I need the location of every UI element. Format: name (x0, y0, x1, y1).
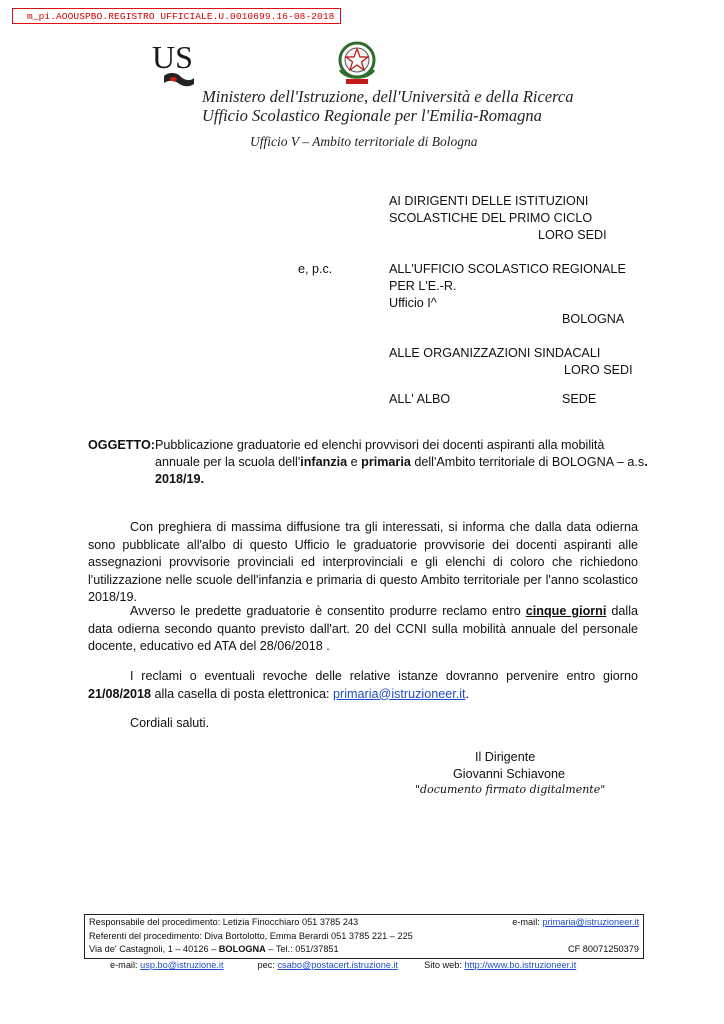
protocol-stamp: m_pi.AOOUSPBO.REGISTRO UFFICIALE.U.0010699.16-08-2018 (12, 8, 341, 24)
footer-box (84, 914, 644, 959)
body-paragraph-1: Con preghiera di massima diffusione tra gli interessati, si informa che dalla data odierna sono pubblicate all'albo di questo Ufficio le graduatorie provvisorie dei docenti aspiranti alle assegnazioni provvisorie provinciali ed interprovinciali e gli elenchi di coloro che richiedono l'utilizzazione nelle scuole dell'infanzia e primaria di questo Ambito territoriale per l'anno scolastico 2018/19. (88, 520, 638, 604)
body-paragraph-3: I reclami o eventuali revoche delle relative istanze dovranno pervenire entro giorno 21/08/2018 alla casella di posta elettronica: primaria@istruzioneer.it. (88, 669, 638, 701)
recipient-1-place: LORO SEDI (538, 228, 607, 242)
subject-line3: 2018/19. (155, 472, 205, 486)
recipient-1-line1: AI DIRIGENTI DELLE ISTITUZIONI (389, 194, 589, 208)
recipient-2-place: BOLOGNA (562, 312, 625, 326)
body-paragraph-2: Avverso le predette graduatorie è consentito produrre reclamo entro cinque giorni dalla data odierna secondo quanto previsto dall'art. 20 del CCNI sulla mobilità annuale del personale docente, educativo ed ATA del 28/06/2018 . (88, 604, 638, 653)
cc-label: e, p.c. (298, 262, 333, 276)
footer-web-link[interactable]: http://www.bo.istruzioneer.it (464, 960, 577, 970)
footer-contacts: e-mail: usp.bo@istruzione.it pec: csabo@postacert.istruzione.it Sito web: http://www.bo.istruzioneer.it (110, 960, 577, 970)
recipient-3-place: LORO SEDI (564, 363, 633, 377)
subject-line2: annuale per la scuola dell'infanzia e primaria dell'Ambito territoriale di BOLOGNA – a.s. (155, 455, 648, 469)
subject-text (155, 437, 648, 488)
closing: Cordiali saluti. (130, 716, 210, 730)
recipient-2-line3: Ufficio I^ (389, 296, 437, 310)
subject-line1: Pubblicazione graduatorie ed elenchi provvisori dei docenti aspiranti alla mobilità (155, 438, 605, 452)
recipient-1-line2: SCOLASTICHE DEL PRIMO CICLO (389, 211, 593, 225)
recipient-2-line1: ALL'UFFICIO SCOLASTICO REGIONALE (389, 262, 626, 276)
recipient-4-place: SEDE (562, 392, 597, 406)
footer-responsible-row: Responsabile del procedimento: Letizia Finocchiaro 051 3785 243 e-mail: primaria@istruzioneer.it (89, 917, 639, 927)
signature-name: Giovanni Schiavone (453, 767, 566, 781)
regional-office-name: Ufficio Scolastico Regionale per l'Emilia-Romagna (202, 106, 542, 125)
recipient-3-line1: ALLE ORGANIZZAZIONI SINDACALI (389, 346, 601, 360)
footer-email-link[interactable]: usp.bo@istruzione.it (140, 960, 224, 970)
italian-republic-emblem-icon (334, 36, 380, 88)
signature-note: "documento firmato digitalmente" (415, 783, 606, 796)
footer-cf: CF 80071250379 (567, 944, 639, 954)
email-link[interactable]: primaria@istruzioneer.it (333, 686, 466, 701)
recipient-4-line1: ALL' ALBO (389, 392, 451, 406)
ministry-name: Ministero dell'Istruzione, dell'Università e della Ricerca (202, 87, 574, 106)
signature-role: Il Dirigente (475, 750, 536, 764)
subject-label: OGGETTO: (88, 438, 155, 452)
office-name: Ufficio V – Ambito territoriale di Bologna (250, 134, 478, 149)
recipient-2-line2: PER L'E.-R. (389, 279, 457, 293)
footer-responsible-email-link[interactable]: primaria@istruzioneer.it (542, 917, 639, 927)
footer-referents-row: Referenti del procedimento: Diva Bortolotto, Emma Berardi 051 3785 221 – 225 (89, 930, 413, 941)
us-logo-icon (150, 38, 208, 94)
footer-pec-link[interactable]: csabo@postacert.istruzione.it (277, 960, 399, 970)
logo-text: US (152, 39, 193, 75)
footer-address-row: Via de' Castagnoli, 1 – 40126 – BOLOGNA – Tel.: 051/37851 CF 80071250379 (89, 943, 639, 957)
